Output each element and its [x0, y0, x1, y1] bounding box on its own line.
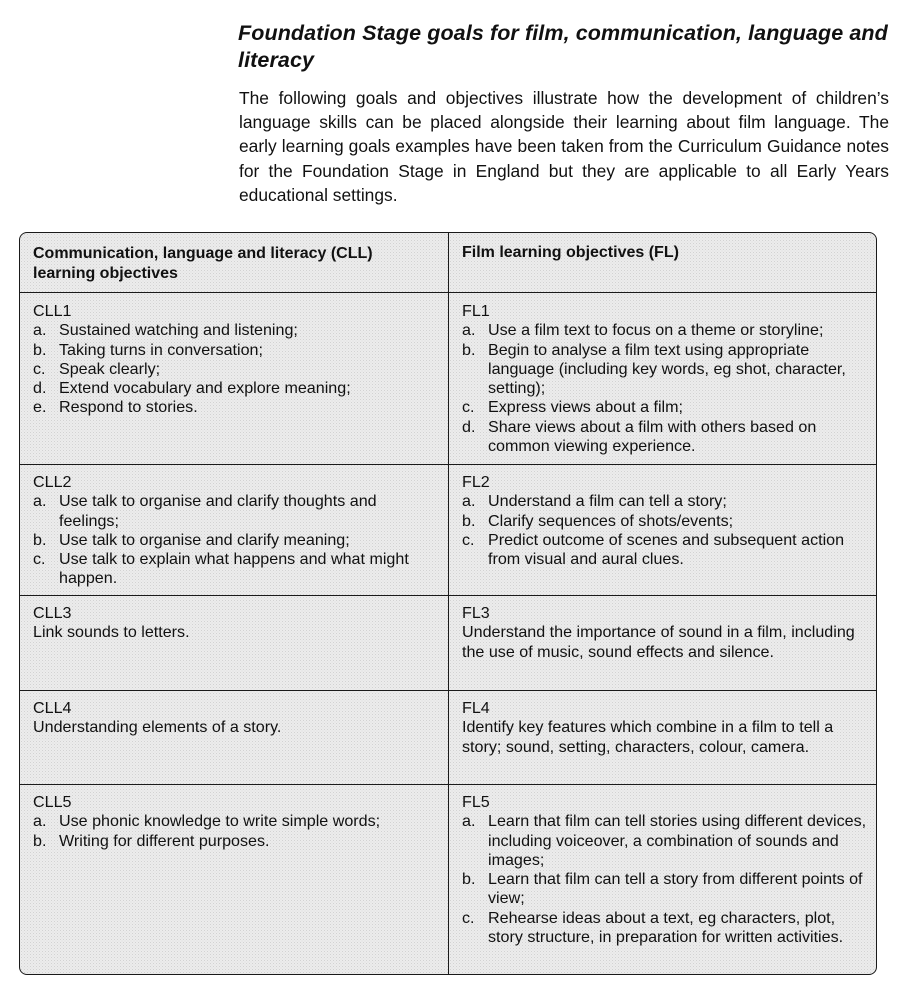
item-text: Extend vocabulary and explore meaning;	[59, 379, 351, 398]
list-item	[462, 492, 867, 511]
fl-cell	[462, 699, 867, 757]
item-letter: c.	[462, 908, 475, 927]
item-text: Predict outcome of scenes and subsequent action from visual and aural clues.	[488, 530, 845, 569]
table-header-row	[20, 233, 876, 292]
item-text: Use talk to organise and clarify thoughts and feelings;	[59, 492, 377, 530]
fl-code: FL1	[462, 302, 490, 320]
fl-code: FL3	[462, 604, 490, 622]
cll-code: CLL3	[33, 604, 72, 622]
item-text: Begin to analyse a film text using appropriate language (including key words, eg shot, character, setting);	[488, 340, 846, 398]
table-row	[20, 784, 876, 975]
list-item	[33, 832, 438, 851]
item-letter: a.	[462, 812, 476, 831]
item-letter: c.	[33, 550, 46, 569]
list-item	[462, 909, 867, 948]
header-fl: Film learning objectives (FL)	[462, 244, 679, 261]
item-letter: b.	[33, 530, 47, 549]
list-item	[33, 492, 438, 531]
cll-cell	[33, 473, 438, 589]
item-letter: a.	[462, 321, 476, 340]
item-text: Taking turns in conversation;	[59, 340, 263, 359]
intro-paragraph: The following goals and objectives illustrate how the development of children’s language skills can be placed alongside their learning about film language. The early learning goals examples have been taken from the Curriculum Guidance notes for the Foundation Stage in England but they are applicable to all Early Years educational settings.	[239, 88, 889, 205]
list-item	[33, 379, 438, 398]
list-item	[33, 341, 438, 360]
item-text: Use talk to organise and clarify meaning;	[59, 530, 350, 549]
list-item	[462, 870, 867, 909]
fl-text: Understand the importance of sound in a film, including the use of music, sound effects and silence.	[462, 623, 855, 661]
item-text: Learn that film can tell a story from different points of view;	[488, 870, 863, 908]
cll-cell	[33, 302, 438, 418]
fl-cell	[462, 604, 867, 662]
item-letter: a.	[33, 492, 47, 511]
item-text: Writing for different purposes.	[59, 831, 270, 850]
cll-code: CLL4	[33, 699, 72, 717]
list-item	[33, 360, 438, 379]
item-letter: a.	[33, 812, 47, 831]
header-cll: Communication, language and literacy (CLL) learning objectives	[33, 245, 373, 282]
item-letter: c.	[33, 359, 46, 378]
fl-code: FL2	[462, 473, 490, 491]
fl-code: FL5	[462, 793, 490, 811]
item-text: Understand a film can tell a story;	[488, 492, 727, 511]
item-text: Share views about a film with others based on common viewing experience.	[488, 417, 817, 456]
table-row	[20, 690, 876, 784]
item-letter: b.	[33, 831, 47, 850]
list-item	[462, 512, 867, 531]
list-item	[462, 341, 867, 399]
cll-text: Link sounds to letters.	[33, 623, 190, 642]
item-text: Learn that film can tell stories using different devices, including voiceover, a combination of sounds and images;	[488, 812, 867, 869]
cll-cell	[33, 793, 438, 851]
fl-cell	[462, 302, 867, 456]
item-text: Express views about a film;	[488, 398, 683, 417]
item-letter: d.	[33, 379, 47, 398]
objectives-table	[19, 232, 877, 975]
page-heading: Foundation Stage goals for film, communication, language and literacy	[238, 21, 888, 72]
cll-code: CLL2	[33, 473, 72, 491]
cll-text: Understanding elements of a story.	[33, 718, 282, 737]
list-item	[33, 550, 438, 589]
item-text: Use phonic knowledge to write simple words;	[59, 812, 381, 831]
item-letter: c.	[462, 398, 475, 417]
list-item	[462, 321, 867, 340]
fl-text: Identify key features which combine in a film to tell a story; sound, setting, characters, colour, camera.	[462, 718, 834, 756]
item-letter: d.	[462, 417, 476, 436]
item-letter: c.	[462, 530, 475, 549]
table-row	[20, 464, 876, 595]
item-letter: a.	[462, 492, 476, 511]
cll-cell	[33, 699, 438, 738]
list-item	[462, 531, 867, 570]
table-row	[20, 595, 876, 690]
item-letter: b.	[462, 340, 476, 359]
table-row	[20, 292, 876, 464]
item-text: Rehearse ideas about a text, eg characters, plot, story structure, in preparation for written activities.	[488, 908, 844, 947]
item-letter: a.	[33, 321, 47, 340]
list-item	[33, 812, 438, 831]
fl-code: FL4	[462, 699, 490, 717]
item-text: Respond to stories.	[59, 398, 198, 417]
list-item	[33, 531, 438, 550]
item-letter: b.	[33, 340, 47, 359]
cll-cell	[33, 604, 438, 643]
item-letter: b.	[462, 870, 476, 889]
item-letter: e.	[33, 398, 47, 417]
item-letter: b.	[462, 511, 476, 530]
fl-cell	[462, 793, 867, 947]
cll-code: CLL1	[33, 302, 72, 320]
list-item	[33, 321, 438, 340]
item-text: Speak clearly;	[59, 359, 161, 378]
item-text: Sustained watching and listening;	[59, 321, 298, 340]
item-text: Use talk to explain what happens and what might happen.	[59, 550, 409, 588]
item-text: Use a film text to focus on a theme or storyline;	[488, 321, 824, 340]
item-text: Clarify sequences of shots/events;	[488, 511, 734, 530]
list-item	[462, 812, 867, 870]
list-item	[462, 418, 867, 457]
fl-cell	[462, 473, 867, 569]
cll-code: CLL5	[33, 793, 72, 811]
list-item	[33, 398, 438, 417]
list-item	[462, 398, 867, 417]
